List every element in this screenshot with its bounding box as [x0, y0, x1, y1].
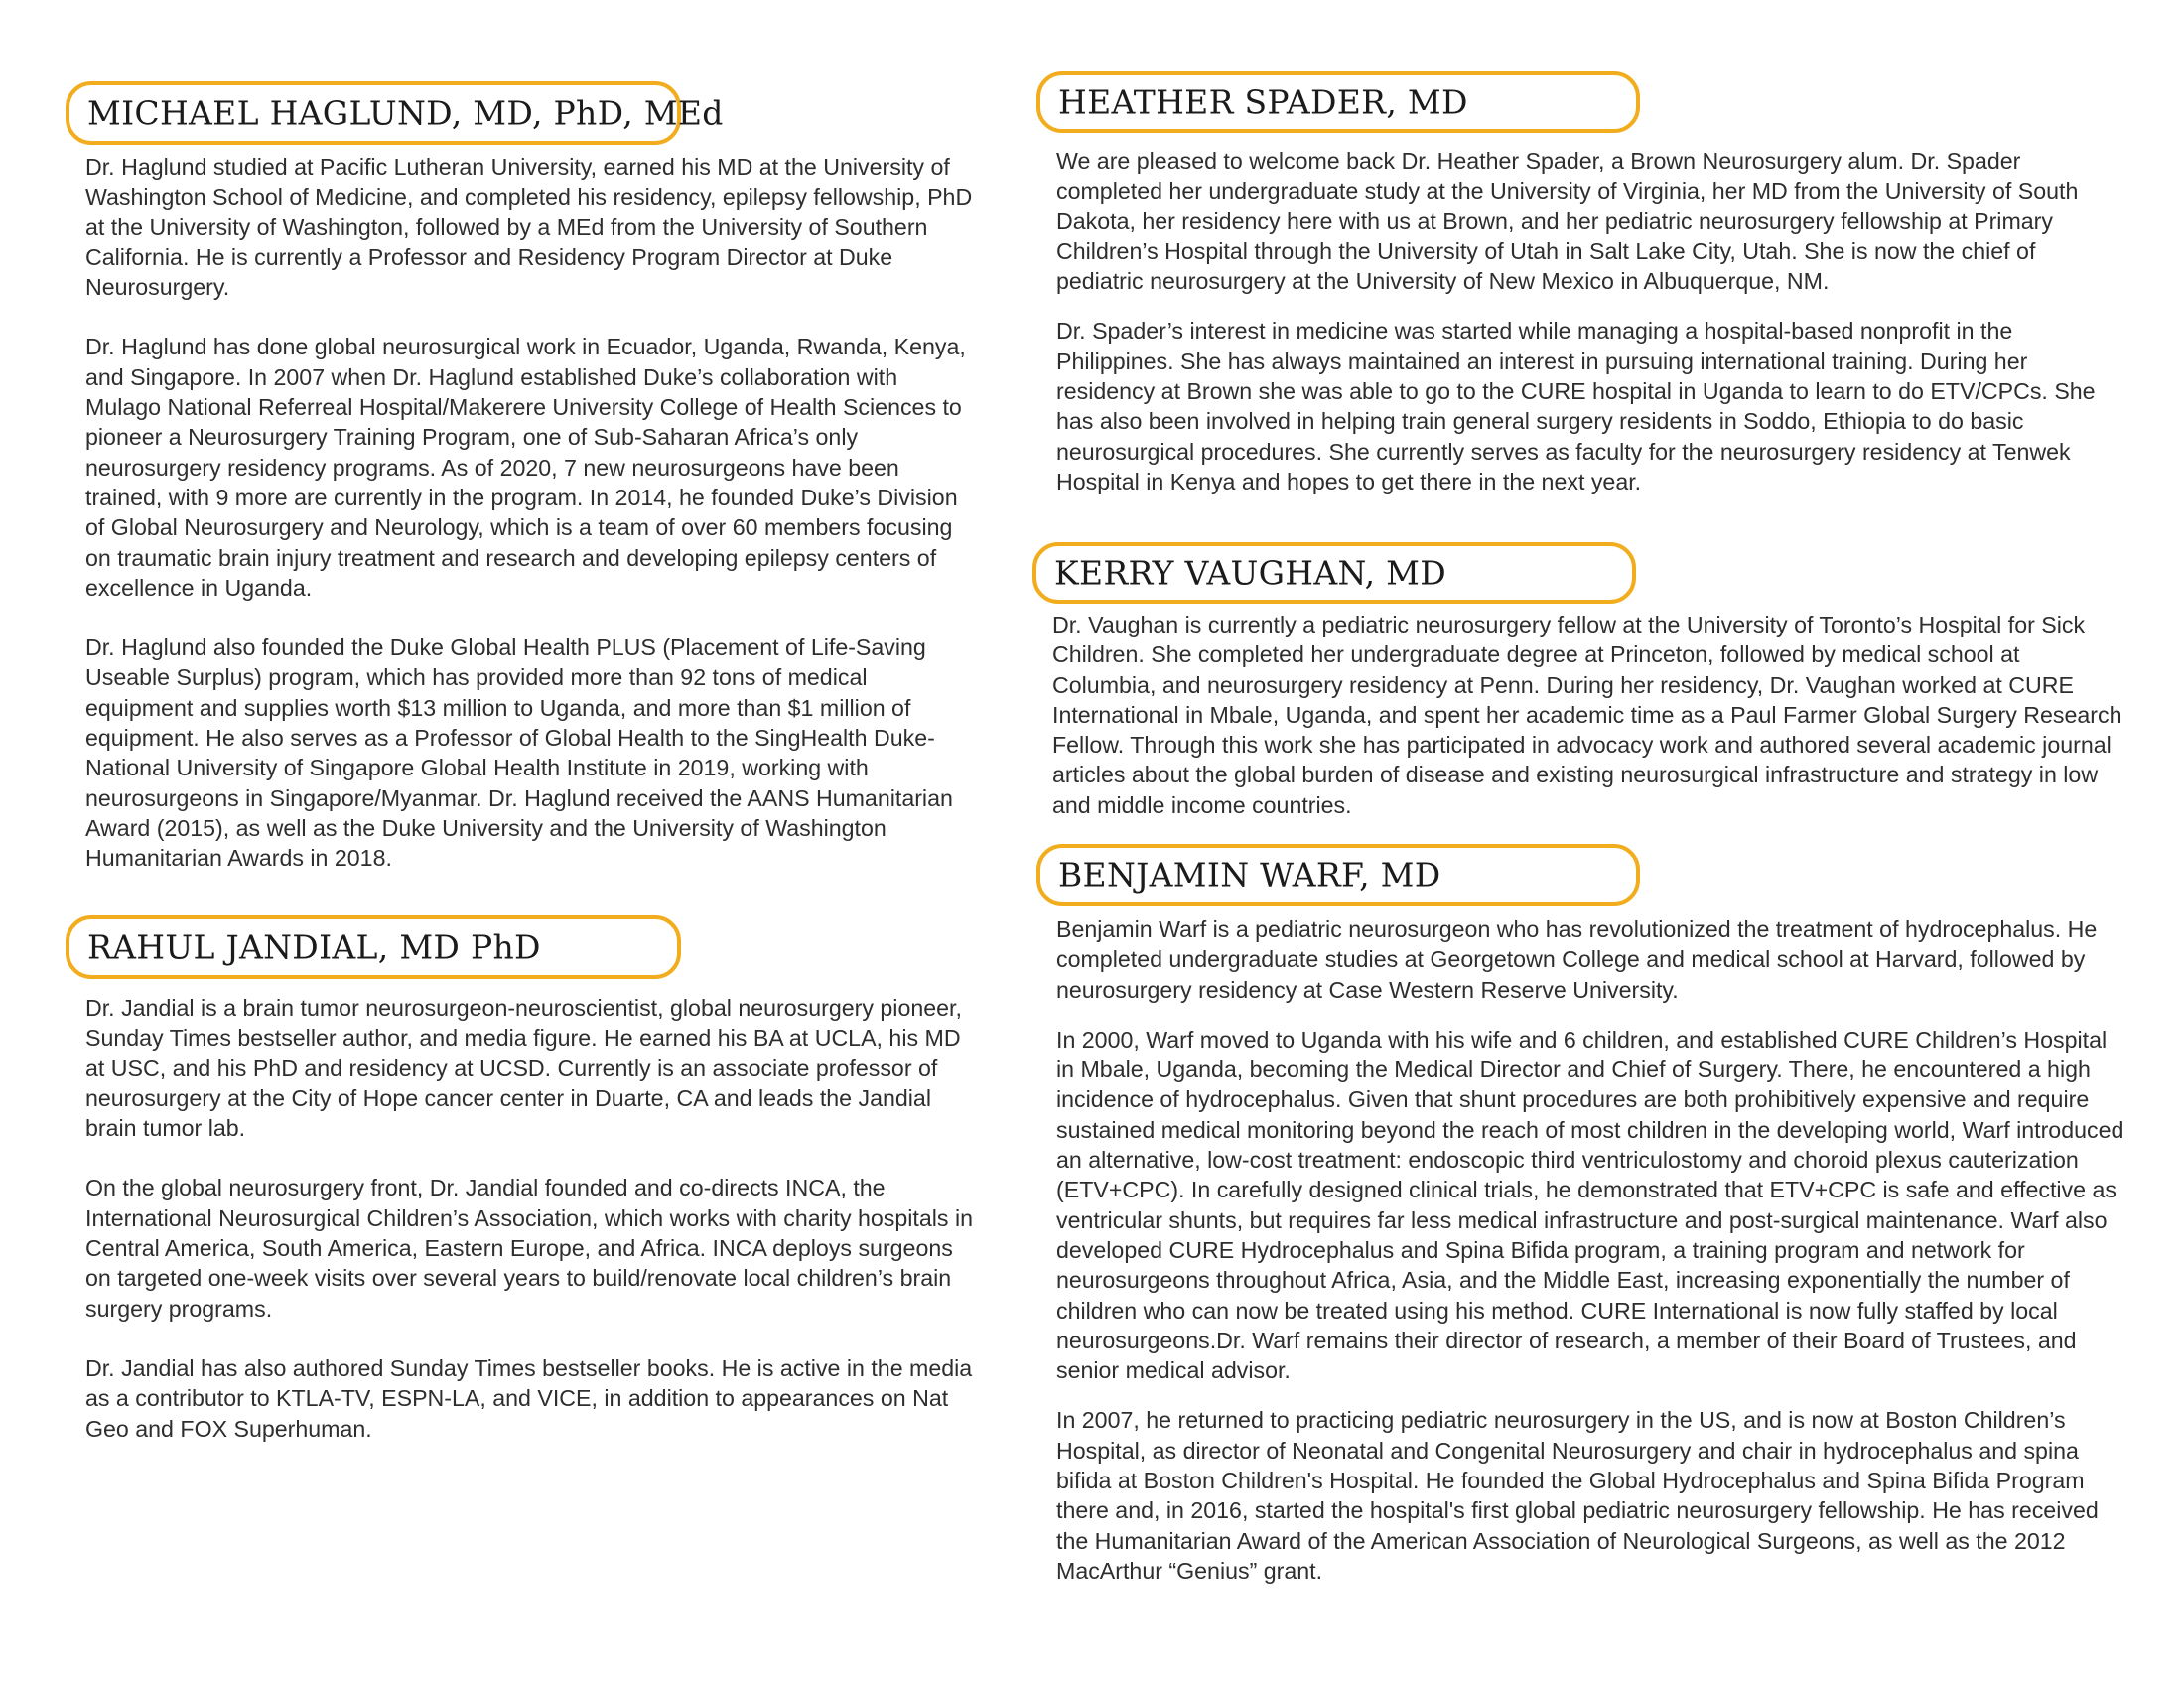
bio-paragraph: Dr. Jandial has also authored Sunday Times bestseller books. He is active in the media as a contributor to KTLA-TV, ESPN-LA, and VICE, in addition to appearances on Nat Geo and FOX Superhuman. — [85, 1354, 973, 1442]
bio-name: RAHUL JANDIAL, MD PhD — [87, 927, 541, 967]
bio-text — [85, 993, 979, 1444]
name-box — [66, 81, 724, 145]
bio-text — [1056, 146, 2124, 496]
bio-paragraph: Dr. Jandial is a brain tumor neurosurgeon-neuroscientist, global neurosurgery pioneer, Sunday Times bestseller author, and media figure. He earned his BA at UCLA, his MD at USC, and his PhD and residency at UCSD. Currently is an associate professor of neurosurgery at the City of Hope cancer center in Duarte, CA and leads the Jandial brain tumor lab. — [85, 995, 962, 1142]
name-box — [1036, 844, 1640, 906]
bio-text — [1056, 914, 2124, 1586]
bio-paragraph: Dr. Haglund studied at Pacific Lutheran University, earned his MD at the University of Washington School of Medicine, and completed his residency, epilepsy fellowship, PhD at the University of Washington, followed by a MEd from the University of Southern California. He is currently a Professor and Residency Program Director at Duke Neurosurgery. — [85, 154, 973, 301]
bio-paragraph: In 2000, Warf moved to Uganda with his wife and 6 children, and established CURE Children’s Hospital in Mbale, Uganda, becoming the Medical Director and Chief of Surgery. There, he encountered a high incidence of hydrocephalus. Given that shunt procedures are both prohibitively expensive and require sustained medical monitoring beyond the reach of most children in the developing world, Warf introduced an alternative, low-cost treatment: endoscopic third ventriculostomy and choroid plexus cauterization (ETV+CPC). In carefully designed clinical trials, he demonstrated that ETV+CPC is safe and effective as ventricular shunts, but requires far less medical infrastructure and post-surgical maintenance. Warf also developed CURE Hydrocephalus and Spina Bifida program, a training program and network for neurosurgeons throughout Africa, Asia, and the Middle East, increasing exponentially the number of children who can now be treated using his method. CURE International is now fully staffed by local neurosurgeons.Dr. Warf remains their director of research, a member of their Board of Trustees, and senior medical advisor. — [1056, 1026, 2124, 1384]
bio-text — [85, 152, 979, 874]
bio-text — [1052, 610, 2124, 820]
bio-paragraph: We are pleased to welcome back Dr. Heather Spader, a Brown Neurosurgery alum. Dr. Spader completed her undergraduate study at the University of Virginia, her MD from the University of South Dakota, her residency here with us at Brown, and her pediatric neurosurgery fellowship at Primary Children’s Hospital through the University of Utah in Salt Lake City, Utah. She is now the chief of pediatric neurosurgery at the University of New Mexico in Albuquerque, NM. — [1056, 148, 2079, 295]
bio-name: KERRY VAUGHAN, MD — [1054, 553, 1446, 593]
bio-paragraph: Dr. Haglund also founded the Duke Global Health PLUS (Placement of Life-Saving Useable Surplus) program, which has provided more than 92 tons of medical equipment and supplies worth $13 million to Uganda, and more than $1 million of equipment. He also serves as a Professor of Global Health to the SingHealth Duke-National University of Singapore Global Health Institute in 2019, working with neurosurgeons in Singapore/Myanmar. Dr. Haglund received the AANS Humanitarian Award (2015), as well as the Duke University and the University of Washington Humanitarian Awards in 2018. — [85, 634, 953, 872]
bio-paragraph: Dr. Haglund has done global neurosurgical work in Ecuador, Uganda, Rwanda, Kenya, and Singapore. In 2007 when Dr. Haglund established Duke’s collaboration with Mulago National Referreal Hospital/Makerere University College of Health Sciences to pioneer a Neurosurgery Training Program, one of Sub-Saharan Africa’s only neurosurgery residency programs. As of 2020, 7 new neurosurgeons have been trained, with 9 more are currently in the program. In 2014, he founded Duke’s Division of Global Neurosurgery and Neurology, which is a team of over 60 members focusing on traumatic brain injury treatment and research and developing epilepsy centers of excellence in Uganda. — [85, 334, 966, 601]
name-box — [1032, 542, 1636, 604]
bio-name: BENJAMIN WARF, MD — [1058, 855, 1441, 895]
bio-paragraph: On the global neurosurgery front, Dr. Jandial founded and co-directs INCA, the International Neurosurgical Children’s Association, which works with charity hospitals in Central America, South America, Eastern Europe, and Africa. INCA deploys surgeons on targeted one-week visits over several years to build/renovate local children’s brain surgery programs. — [85, 1175, 973, 1322]
bio-paragraph: Dr. Vaughan is currently a pediatric neurosurgery fellow at the University of Toronto’s Hospital for Sick Children. She completed her undergraduate degree at Princeton, followed by medical school at Columbia, and neurosurgery residency at Penn. During her residency, Dr. Vaughan worked at CURE International in Mbale, Uganda, and spent her academic time as a Paul Farmer Global Surgery Research Fellow. Through this work she has participated in advocacy work and authored several academic journal articles about the global burden of disease and existing neurosurgical infrastructure and strategy in low and middle income countries. — [1052, 612, 2122, 818]
bio-paragraph: In 2007, he returned to practicing pediatric neurosurgery in the US, and is now at Boston Children’s Hospital, as director of Neonatal and Congenital Neurosurgery and chair in hydrocephalus and spina bifida at Boston Children's Hospital. He founded the Global Hydrocephalus and Spina Bifida Program there and, in 2016, started the hospital's first global pediatric neurosurgery fellowship. He has received the Humanitarian Award of the American Association of Neurological Surgeons, as well as the 2012 MacArthur “Genius” grant. — [1056, 1407, 2099, 1584]
bio-paragraph: Benjamin Warf is a pediatric neurosurgeon who has revolutionized the treatment of hydrocephalus. He completed undergraduate studies at Georgetown College and medical school at Harvard, followed by neurosurgery residency at Case Western Reserve University. — [1056, 916, 2098, 1003]
bio-name: MICHAEL HAGLUND, MD, PhD, MEd — [87, 93, 724, 133]
bio-paragraph: Dr. Spader’s interest in medicine was started while managing a hospital-based nonprofit in the Philippines. She has always maintained an interest in pursuing international training. During her residency at Brown she was able to go to the CURE hospital in Uganda to learn to do ETV/CPCs. She has also been involved in helping train general surgery residents in Soddo, Ethiopia to do basic neurosurgical procedures. She currently serves as faculty for the neurosurgery residency at Tenwek Hospital in Kenya and hopes to get there in the next year. — [1056, 318, 2096, 494]
name-box — [66, 915, 681, 979]
bio-name: HEATHER SPADER, MD — [1058, 82, 1468, 122]
name-box — [1036, 71, 1640, 133]
